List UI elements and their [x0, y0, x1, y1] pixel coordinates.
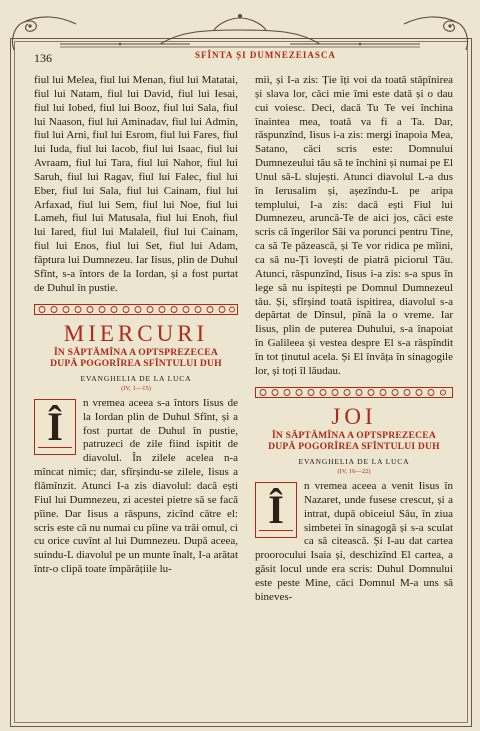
drop-cap-letter: Î: [268, 486, 284, 532]
running-title: SFÎNTA ȘI DUMNEZEIASCA: [195, 50, 336, 60]
drop-cap-box: [34, 399, 76, 455]
gospel-label: EVANGHELIA DE LA LUCA: [80, 373, 192, 383]
right-column: [255, 74, 453, 605]
ornamental-band: [255, 387, 453, 398]
gospel-reference: (IV, 16—22): [337, 467, 371, 475]
gospel-label: EVANGHELIA DE LA LUCA: [298, 456, 410, 466]
drop-cap-ornament: [259, 530, 293, 535]
reading-paragraph: [34, 397, 238, 577]
section-subtitle-line1: ÎN SĂPTĂMÎNA A OPTSPREZECEA: [272, 429, 436, 441]
left-column: [34, 74, 238, 577]
section-subtitle-line1: ÎN SĂPTĂMÎNA A OPTSPREZECEA: [54, 346, 218, 358]
gospel-reference: (IV, 1—15): [121, 384, 151, 392]
ornamental-band: [34, 304, 238, 315]
section-title-wednesday: MIERCURI: [63, 320, 209, 346]
reading-text: n vremea aceea a venit Iisus în Nazaret, unde fusese crescut, și a intrat, după obiceiul Său, în ziua simbetei în sinagogă și s-a sculat ca să citească. Și I-au dat cartea proorocului Isaia și, deschizînd El cartea, a găsit locul unde era scris: Duhul Domnului este peste Mine, căci Domnul M-a uns să bineves-: [255, 479, 453, 603]
column-gutter: [245, 74, 246, 404]
reading-paragraph: [255, 480, 453, 605]
section-title-thursday: JOI: [331, 403, 377, 429]
drop-cap-letter: Î: [47, 403, 63, 449]
reading-text: n vremea aceea s-a întors Iisus de la Iordan plin de Duhul Sfînt, și a fost purtat de Duhul în pustie, patruzeci de zile fiind ispitit de diavolul. În zilele acelea n-a mîncat nimic; dar, sfîrșindu-se zilele, Iisus a flămînzit. Atunci I-a zis diavolul: dacă ești Fiul lui Dumnezeu, zi acestei pietre să se facă pîine. Dar Iisus a răspuns, zicînd către el: scris este că nu numai cu pîine va trăi omul, ci cu orice cuvînt al lui Dumnezeu. După aceea, suindu-L diavolul pe un munte înalt, I-a arătat într-o clipă toate împărățiile lu-: [34, 396, 238, 576]
continuation-paragraph: mii, și I-a zis: Ție îți voi da toată stăpînirea și slava lor, căci mie îmi este dată și o dau cui voiesc. Deci, dacă Tu Te vei închina înaintea mea, toată va fi a Ta. Dar, răspunzînd, Iisus i-a zis: mergi înapoia Mea, Satano, căci scris este: Domnului Dumnezeului tău să te închini și numai pe El Unul să-L slujești. Atunci diavolul L-a dus în Ierusalim și, așezîndu-L pe aripa templului, I-a zis: dacă ești Fiul lui Dumnezeu, aruncă-Te de aici jos, căci este scris că îngerilor Săi va porunci pentru Tine, ca să Te păzească, și Te vor ridica pe mîini, ca să nu-Ți lovești de piatră piciorul Tău. Atunci, răspunzînd, Iisus i-a zis: s-a spus în lege să nu ispitești pe Domnul Dumnezeul tău. Și, sfîrșind toată ispitirea, diavolul s-a depărtat de Dînsul, pînă la o vreme. Iar Iisus, plin de puterea Duhului, s-a înapoiat în Galileea și vestea despre El s-a răspîndit în tot ținutul acela. Și El învăța în sinagogile lor, și toți îl lăudau.: [255, 74, 453, 377]
genealogy-paragraph: fiul lui Melea, fiul lui Menan, fiul lui Matatai, fiul lui Natam, fiul lui David, fiul lui Iesai, fiul lui Iobed, fiul lui Booz, fiul lui Sala, fiul lui Naason, fiul lui Aminadav, fiul lui Admin, fiul lui Arni, fiul lui Esrom, fiul lui Fares, fiul lui Iuda, fiul lui Iacob, fiul lui Isaac, fiul lui Avraam, fiul lui Tara, fiul lui Nahor, fiul lui Saruh, fiul lui Ragav, fiul lui Falec, fiul lui Eber, fiul lui Sala, fiul lui Cainam, fiul lui Arfaxad, fiul lui Sem, fiul lui Noe, fiul lui Lameh, fiul lui Matusala, fiul lui Enoh, fiul lui Iared, fiul lui Malaleil, fiul lui Cainam, fiul lui Enos, fiul lui Set, fiul lui Adam, făptura lui Dumnezeu. Iar Iisus, plin de Duhul Sfînt, s-a întors de la Iordan, și a fost purtat de Duhul în pustie.: [34, 74, 238, 294]
section-subtitle-line2: DUPĂ POGORÎREA SFÎNTULUI DUH: [50, 357, 222, 369]
drop-cap-box: [255, 482, 297, 538]
page-number: 136: [34, 51, 52, 65]
section-subtitle-line2: DUPĂ POGORÎREA SFÎNTULUI DUH: [268, 440, 440, 452]
drop-cap-ornament: [38, 447, 72, 452]
